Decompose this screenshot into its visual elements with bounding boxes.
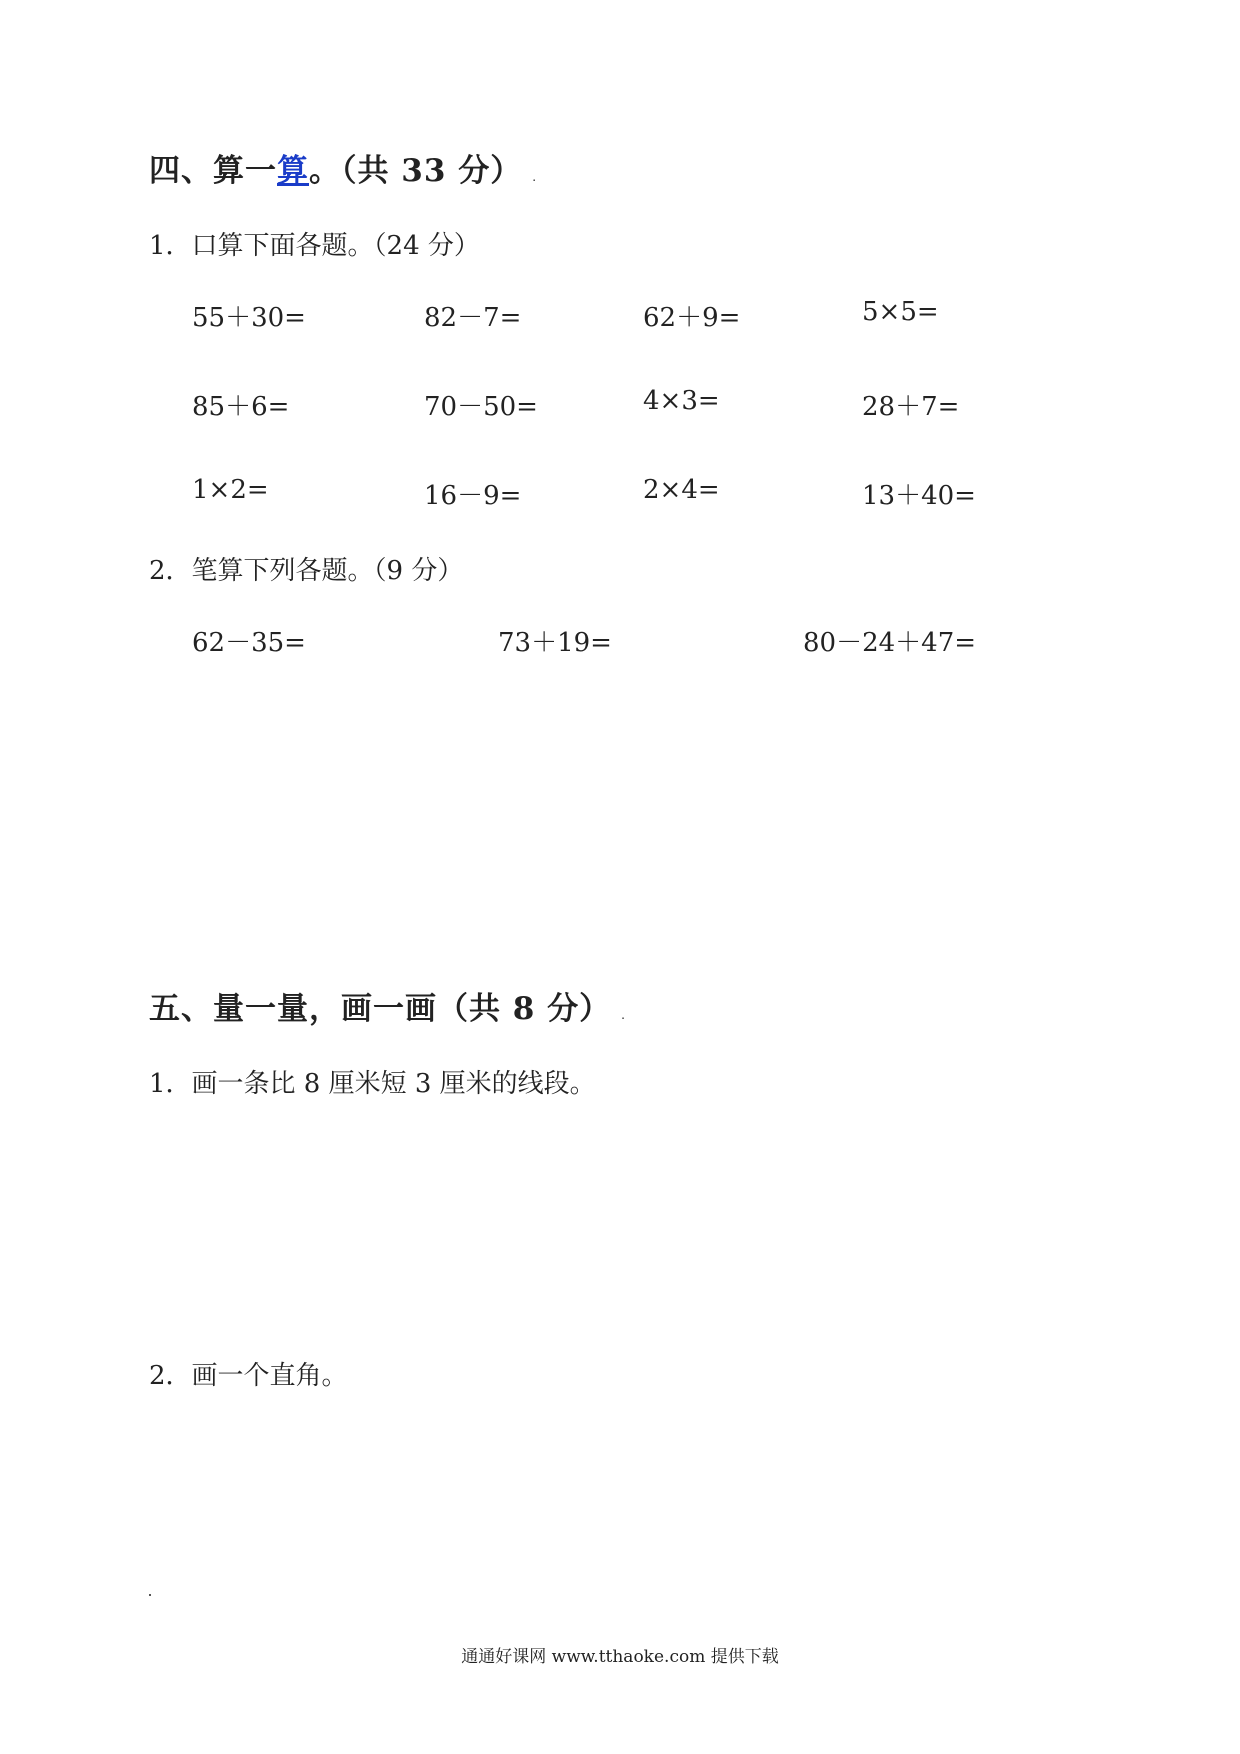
section-5-title: 五、量一量，画一画（共 8 分） [149, 991, 612, 1027]
question-1-label: 1．口算下面各题。（24 分） [149, 231, 480, 261]
oral-problem: 70－50= [424, 392, 538, 422]
oral-problem: 13＋40= [862, 481, 976, 511]
written-problem: 62－35= [192, 628, 306, 658]
section-4-title-pre: 四、算一 [149, 153, 277, 189]
page-footer: 通通好课网 www.tthaoke.com 提供下载 [461, 1647, 779, 1667]
section-5-trailing-mark: . [621, 1008, 626, 1022]
written-problem: 73＋19= [498, 628, 612, 658]
oral-problem: 1×2= [192, 475, 269, 505]
written-problem: 80－24＋47= [803, 628, 977, 658]
oral-problem: 82－7= [424, 303, 522, 333]
oral-problem: 85＋6= [192, 392, 290, 422]
oral-problem: 62＋9= [643, 303, 741, 333]
section-4-trailing-mark: . [532, 170, 538, 184]
page-speck [149, 1594, 151, 1596]
oral-problem: 55＋30= [192, 303, 306, 333]
section-4-title-link[interactable]: 算 [277, 153, 309, 189]
question-2-label: 2．笔算下列各题。（9 分） [149, 556, 464, 586]
oral-problem: 5×5= [862, 297, 939, 327]
oral-problem: 28＋7= [862, 392, 960, 422]
section-5-question-1-label: 1．画一条比 8 厘米短 3 厘米的线段。 [149, 1069, 596, 1099]
oral-problem: 4×3= [643, 386, 720, 416]
oral-problem: 2×4= [643, 475, 720, 505]
oral-problem: 16－9= [424, 481, 522, 511]
section-4-title-post: 。（共 33 分） [309, 153, 523, 189]
section-5-heading [149, 983, 626, 1028]
section-4-heading [149, 145, 537, 190]
section-5-question-2-label: 2．画一个直角。 [149, 1361, 348, 1391]
